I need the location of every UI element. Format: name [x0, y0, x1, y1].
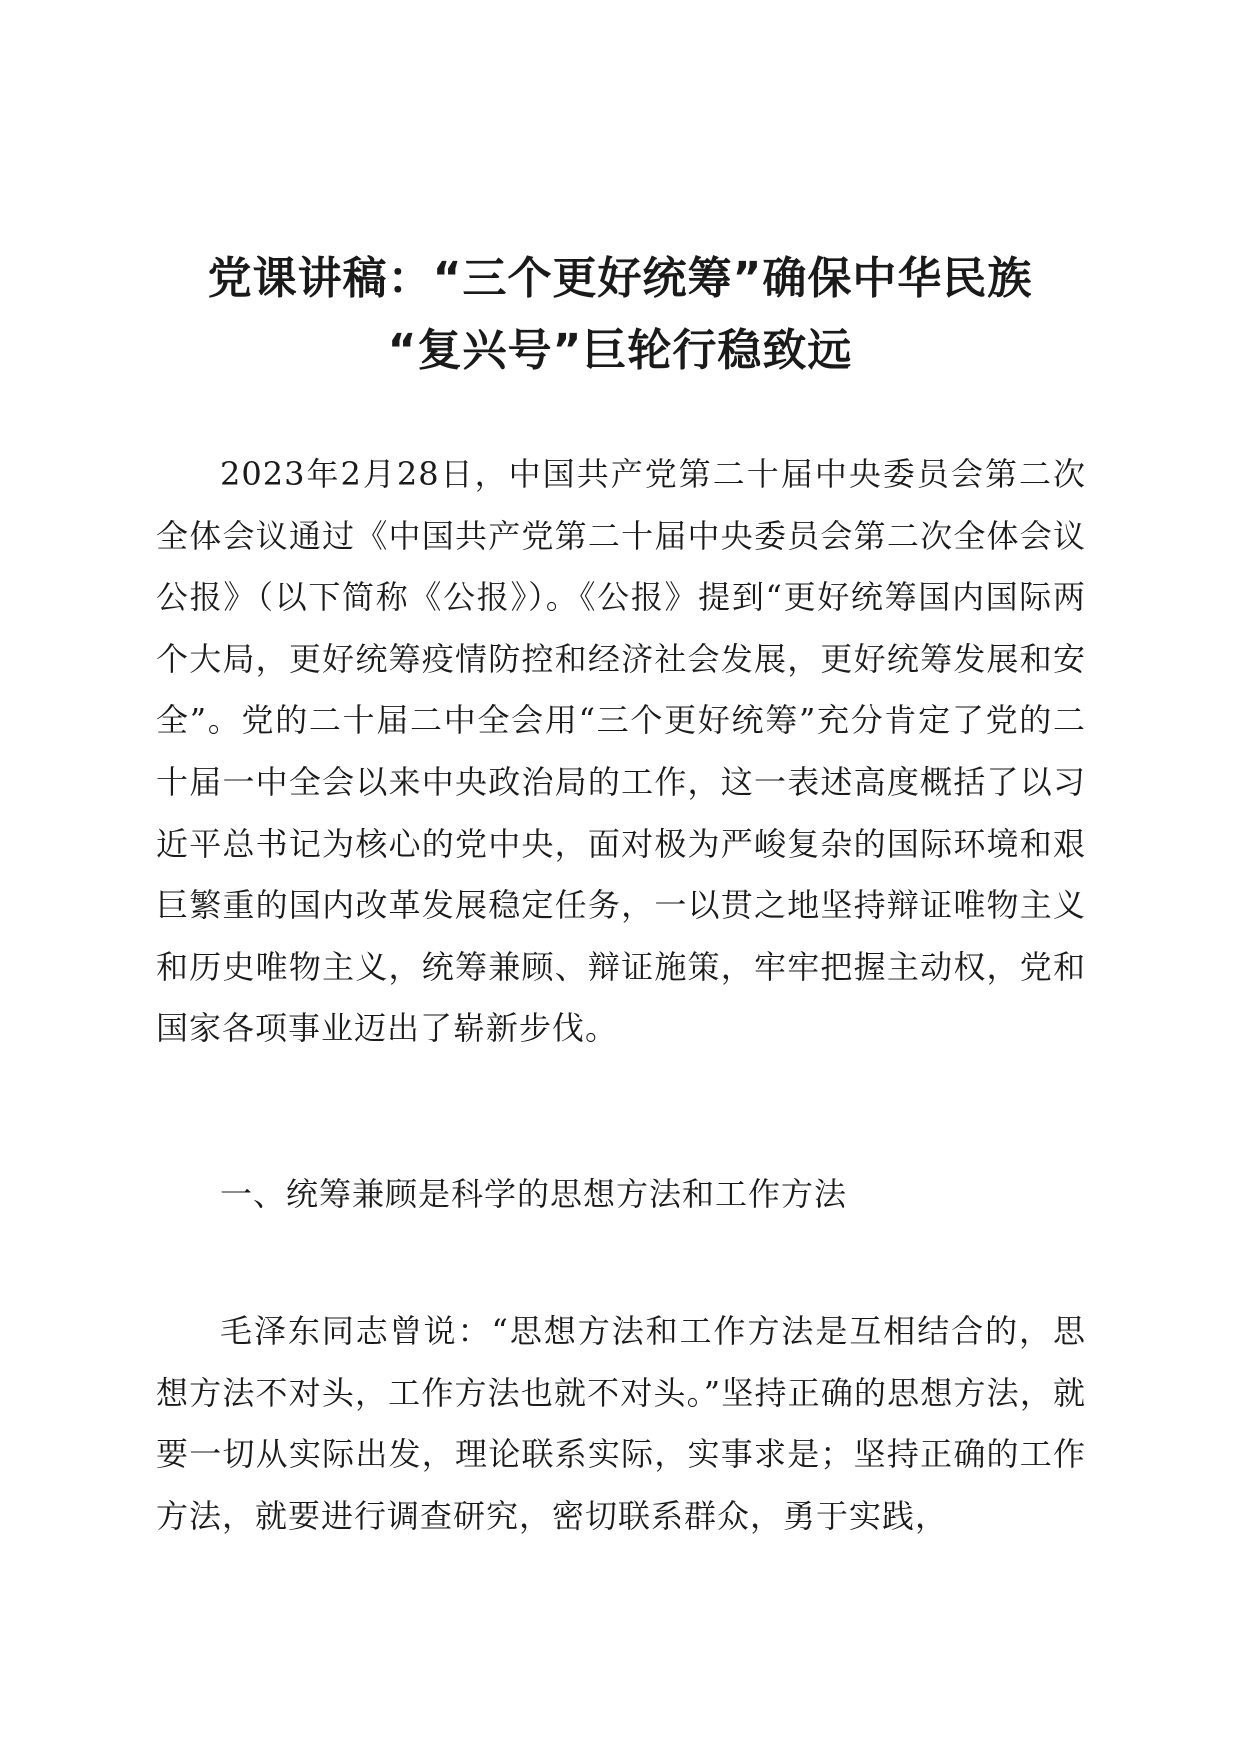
- section-heading-1: 一、统筹兼顾是科学的思想方法和工作方法: [220, 1175, 848, 1213]
- title-line-2: “复兴号”巨轮行稳致远: [387, 325, 853, 377]
- title-line-1: 党课讲稿：“三个更好统筹”确保中华民族: [207, 253, 1033, 305]
- body-paragraph-2: 毛泽东同志曾说：“思想方法和工作方法是互相结合的，思想方法不对头，工作方法也就不对头。”坚持正确的思想方法，就要一切从实际出发，理论联系实际，实事求是；坚持正确的工作方法，就要进行调查研究，密切联系群众，勇于实践，: [156, 1312, 1086, 1535]
- intro-paragraph: 2023年2月28日，中国共产党第二十届中央委员会第二次全体会议通过《中国共产党第二十届中央委员会第二次全体会议公报》（以下简称《公报》）。《公报》提到“更好统筹国内国际两个大局，更好统筹疫情防控和经济社会发展，更好统筹发展和安全”。党的二十届二中全会用“三个更好统筹”充分肯定了党的二十届一中全会以来中央政治局的工作，这一表述高度概括了以习近平总书记为核心的党中央，面对极为严峻复杂的国际环境和艰巨繁重的国内改革发展稳定任务，一以贯之地坚持辩证唯物主义和历史唯物主义，统筹兼顾、辩证施策，牢牢把握主动权，党和国家各项事业迈出了崭新步伐。: [156, 455, 1086, 1048]
- page-title: [140, 243, 1100, 387]
